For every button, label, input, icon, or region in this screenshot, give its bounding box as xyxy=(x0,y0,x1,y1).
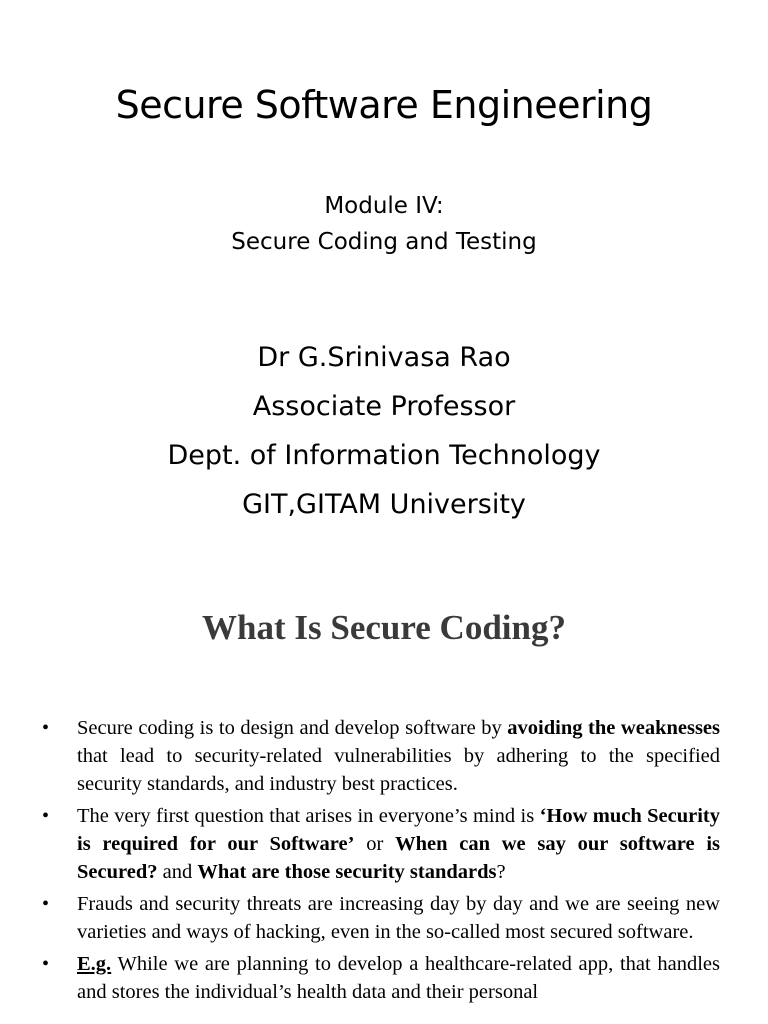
content-slide xyxy=(0,576,768,1024)
bullet-text: or xyxy=(354,833,396,855)
example-label: E.g. xyxy=(77,953,112,975)
bullet-text: ? xyxy=(496,861,506,883)
bullet-emphasis: What are those security standards xyxy=(197,861,497,883)
author-department: Dept. of Information Technology xyxy=(167,440,601,471)
author-name: Dr G.Srinivasa Rao xyxy=(257,342,511,373)
bullet-list xyxy=(0,714,768,1010)
bullet-text: and xyxy=(157,861,198,883)
bullet-item xyxy=(0,890,720,946)
bullet-item xyxy=(0,802,720,886)
module-number: Module IV: xyxy=(324,193,444,219)
bullet-emphasis: ‘How much Security is required for our Software’ xyxy=(77,805,720,855)
bullet-icon: • xyxy=(42,893,50,915)
bullet-item xyxy=(0,950,720,1006)
bullet-text: that lead to security-related vulnerabilities by adhering to the specified security standards, and industry best practices. xyxy=(77,745,720,795)
author-designation: Associate Professor xyxy=(252,391,516,422)
bullet-icon: • xyxy=(42,717,50,739)
bullet-text: The very first question that arises in everyone’s mind is xyxy=(77,805,540,827)
slide-title: Secure Software Engineering xyxy=(115,83,653,127)
bullet-emphasis: When can we say our software is Secured? xyxy=(77,833,720,883)
bullet-item xyxy=(0,714,720,798)
bullet-emphasis: avoiding the weaknesses xyxy=(507,717,720,739)
author-block xyxy=(0,333,768,529)
author-university: GIT,GITAM University xyxy=(242,489,526,520)
bullet-icon: • xyxy=(42,805,50,827)
bullet-text: While we are planning to develop a healthcare-related app, that handles and stores the individual’s health data and their personal xyxy=(77,953,720,1003)
bullet-text: Secure coding is to design and develop software by xyxy=(77,717,508,739)
bullet-text: Frauds and security threats are increasing day by day and we are seeing new varieties and ways of hacking, even in the so-called most secured software. xyxy=(77,893,720,943)
bullet-icon: • xyxy=(42,953,50,975)
module-name: Secure Coding and Testing xyxy=(231,229,537,255)
module-subtitle xyxy=(0,188,768,260)
slide-heading: What Is Secure Coding? xyxy=(202,608,566,647)
